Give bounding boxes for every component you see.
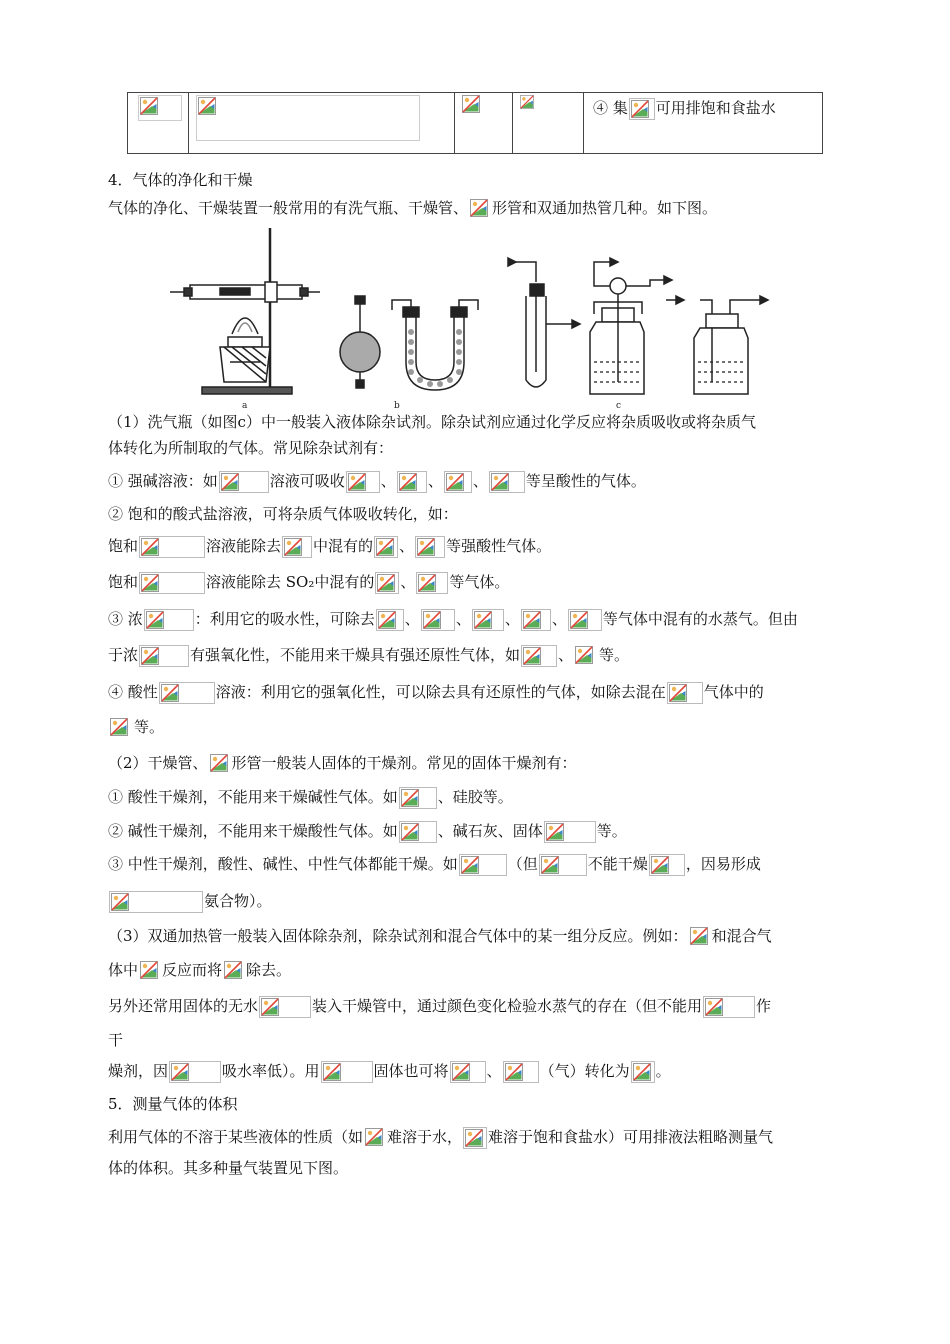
section-4-title: 4．气体的净化和干燥 bbox=[108, 171, 253, 189]
image-placeholder bbox=[521, 645, 557, 667]
p1-line7: ③ 浓 ：利用它的吸水性，可除去 、 、 、 、 等气体中混有的水蒸气。但由 bbox=[108, 608, 798, 631]
broken-image-icon bbox=[161, 684, 179, 702]
broken-image-icon bbox=[224, 961, 242, 979]
p1-line4: ② 饱和的酸式盐溶液，可将杂质气体吸收转化，如： bbox=[108, 505, 458, 523]
broken-image-icon bbox=[146, 611, 164, 629]
broken-image-icon bbox=[365, 1128, 383, 1146]
broken-image-icon bbox=[140, 961, 158, 979]
image-placeholder bbox=[321, 1061, 373, 1083]
image-placeholder bbox=[667, 682, 703, 704]
broken-image-icon bbox=[261, 998, 279, 1016]
broken-image-icon bbox=[631, 100, 649, 118]
image-placeholder bbox=[703, 996, 755, 1018]
p1-line9: ④ 酸性 溶液：利用它的强氧化性，可以除去具有还原性的气体，如除去混在 气体中的 bbox=[108, 681, 764, 704]
image-placeholder bbox=[139, 645, 189, 667]
image-placeholder bbox=[472, 609, 504, 631]
broken-image-icon bbox=[111, 893, 129, 911]
broken-image-icon bbox=[462, 95, 480, 113]
table-image-placeholder bbox=[196, 95, 420, 141]
broken-image-icon bbox=[221, 473, 239, 491]
broken-image-icon bbox=[690, 927, 708, 945]
image-placeholder bbox=[629, 98, 655, 120]
section-4-intro: 气体的净化、干燥装置一般常用的有洗气瓶、干燥管、 形管和双通加热管几种。如下图。 bbox=[108, 197, 717, 220]
image-placeholder bbox=[689, 926, 711, 948]
p3-line5: 燥剂，因 吸水率低）。用 固体也可将 、 （气）转化为 。 bbox=[108, 1060, 671, 1083]
p2-line4: ③ 中性干燥剂，酸性、碱性、中性气体都能干燥。如 （但 不能干燥 ，因易形成 bbox=[108, 853, 761, 876]
image-placeholder bbox=[282, 536, 312, 558]
image-placeholder bbox=[574, 645, 598, 667]
image-placeholder bbox=[421, 609, 455, 631]
p2-line5: 氨合物）。 bbox=[108, 890, 272, 913]
p1-line3: ① 强碱溶液：如 溶液可吸收 、 、 、 等呈酸性的气体。 bbox=[108, 470, 646, 493]
broken-image-icon bbox=[141, 647, 159, 665]
image-placeholder bbox=[109, 891, 203, 913]
image-placeholder bbox=[503, 1061, 539, 1083]
broken-image-icon bbox=[401, 789, 419, 807]
image-placeholder bbox=[416, 572, 448, 594]
broken-image-icon bbox=[523, 611, 541, 629]
broken-image-icon bbox=[171, 1063, 189, 1081]
broken-image-icon bbox=[140, 97, 158, 115]
broken-image-icon bbox=[141, 574, 159, 592]
broken-image-icon bbox=[423, 611, 441, 629]
purification-apparatus-figure bbox=[170, 222, 790, 412]
broken-image-icon bbox=[348, 473, 366, 491]
p3-line3: 另外还常用固体的无水 装入干燥管中，通过颜色变化检验水蒸气的存在（但不能用 作 bbox=[108, 995, 771, 1018]
image-placeholder bbox=[450, 1061, 486, 1083]
figure-label-c: c bbox=[616, 401, 622, 411]
broken-image-icon bbox=[284, 538, 302, 556]
p2-line2: ① 酸性干燥剂，不能用来干燥碱性气体。如 、硅胶等。 bbox=[108, 786, 513, 809]
broken-image-icon bbox=[446, 473, 464, 491]
broken-image-icon bbox=[452, 1063, 470, 1081]
image-placeholder bbox=[139, 536, 205, 558]
image-placeholder bbox=[376, 609, 404, 631]
image-placeholder bbox=[169, 1061, 221, 1083]
p2-line3: ② 碱性干燥剂，不能用来干燥酸性气体。如 、碱石灰、固体 等。 bbox=[108, 820, 627, 843]
image-placeholder bbox=[144, 609, 194, 631]
image-placeholder bbox=[375, 572, 399, 594]
broken-image-icon bbox=[520, 95, 534, 109]
image-placeholder bbox=[631, 1061, 655, 1083]
image-placeholder bbox=[223, 960, 245, 982]
broken-image-icon bbox=[110, 718, 128, 736]
image-placeholder bbox=[444, 471, 472, 493]
broken-image-icon bbox=[418, 574, 436, 592]
section-5-line1: 利用气体的不溶于某些液体的性质（如 难溶于水， 难溶于饱和食盐水）可用排液法粗略测量气 bbox=[108, 1126, 773, 1149]
figure-label-a: a bbox=[242, 401, 248, 411]
p1-line5: 饱和 溶液能除去 中混有的 、 等强酸性气体。 bbox=[108, 535, 551, 558]
broken-image-icon bbox=[417, 538, 435, 556]
p3-line1: （3）双通加热管一般装入固体除杂剂，除杂试剂和混合气体中的某一组分反应。例如： 和混合气 bbox=[108, 925, 772, 948]
image-placeholder bbox=[463, 1127, 487, 1149]
image-placeholder bbox=[397, 471, 427, 493]
image-placeholder bbox=[415, 536, 445, 558]
image-placeholder bbox=[364, 1127, 386, 1149]
broken-image-icon bbox=[323, 1063, 341, 1081]
broken-image-icon bbox=[198, 97, 216, 115]
image-placeholder bbox=[399, 787, 437, 809]
section-5-line2: 体的体积。其多种量气装置见下图。 bbox=[108, 1159, 349, 1177]
broken-image-icon bbox=[399, 473, 417, 491]
p1-line1: （1）洗气瓶（如图c）中一般装入液体除杂试剂。除杂试剂应通过化学反应将杂质吸收或将杂质气 bbox=[108, 413, 756, 431]
image-placeholder bbox=[489, 471, 525, 493]
reagent-table bbox=[127, 92, 823, 154]
figure-label-b: b bbox=[394, 401, 400, 411]
broken-image-icon bbox=[651, 856, 669, 874]
image-placeholder bbox=[159, 682, 215, 704]
image-placeholder bbox=[399, 821, 437, 843]
p2-line1: （2）干燥管、 形管一般装人固体的干燥剂。常见的固体干燥剂有： bbox=[108, 752, 577, 775]
p1-line6: 饱和 溶液能除去 SO₂中混有的 、 等气体。 bbox=[108, 571, 509, 594]
p1-line10: 等。 bbox=[108, 716, 164, 739]
broken-image-icon bbox=[470, 199, 488, 217]
broken-image-icon bbox=[465, 1129, 483, 1147]
table-cell-collect: ④ 集 可用排饱和食盐水 bbox=[593, 97, 776, 120]
image-placeholder bbox=[139, 572, 205, 594]
broken-image-icon bbox=[141, 538, 159, 556]
p3-line2: 体中 反应而将 除去。 bbox=[108, 959, 291, 982]
broken-image-icon bbox=[401, 823, 419, 841]
image-placeholder bbox=[459, 854, 507, 876]
image-placeholder bbox=[469, 198, 491, 220]
table-image-placeholder bbox=[520, 95, 536, 111]
p3-line4: 干 bbox=[108, 1031, 124, 1049]
image-placeholder bbox=[139, 960, 161, 982]
broken-image-icon bbox=[570, 611, 588, 629]
image-placeholder bbox=[346, 471, 380, 493]
broken-image-icon bbox=[705, 998, 723, 1016]
image-placeholder bbox=[109, 717, 133, 739]
image-placeholder bbox=[219, 471, 269, 493]
table-image-placeholder bbox=[138, 95, 182, 121]
broken-image-icon bbox=[210, 754, 228, 772]
section-5-title: 5．测量气体的体积 bbox=[108, 1095, 238, 1113]
broken-image-icon bbox=[377, 574, 395, 592]
broken-image-icon bbox=[523, 647, 541, 665]
p1-line2: 体转化为所制取的气体。常见除杂试剂有： bbox=[108, 439, 394, 457]
broken-image-icon bbox=[575, 646, 593, 664]
broken-image-icon bbox=[505, 1063, 523, 1081]
image-placeholder bbox=[259, 996, 311, 1018]
broken-image-icon bbox=[541, 856, 559, 874]
broken-image-icon bbox=[491, 473, 509, 491]
broken-image-icon bbox=[474, 611, 492, 629]
broken-image-icon bbox=[461, 856, 479, 874]
image-placeholder bbox=[544, 821, 596, 843]
image-placeholder bbox=[539, 854, 587, 876]
image-placeholder bbox=[374, 536, 398, 558]
broken-image-icon bbox=[378, 611, 396, 629]
image-placeholder bbox=[521, 609, 551, 631]
broken-image-icon bbox=[669, 684, 687, 702]
image-placeholder bbox=[568, 609, 602, 631]
image-placeholder bbox=[649, 854, 685, 876]
table-image-placeholder bbox=[462, 95, 482, 115]
image-placeholder bbox=[209, 753, 231, 775]
p1-line8: 于浓 有强氧化性，不能用来干燥具有强还原性气体，如 、 等。 bbox=[108, 644, 629, 667]
broken-image-icon bbox=[546, 823, 564, 841]
broken-image-icon bbox=[376, 538, 394, 556]
broken-image-icon bbox=[633, 1063, 651, 1081]
